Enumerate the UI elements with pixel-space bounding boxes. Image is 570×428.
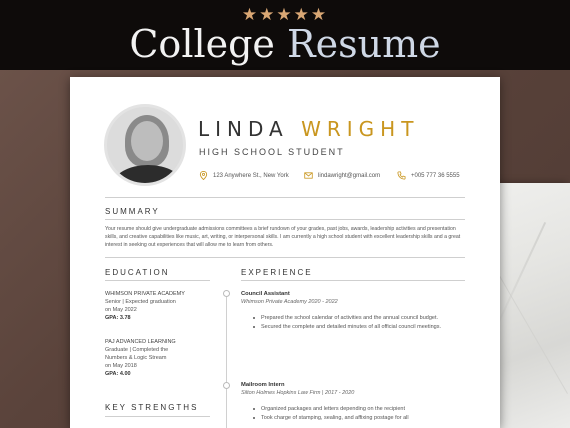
section-divider: [105, 257, 465, 258]
education-detail: Senior | Expected graduation: [105, 299, 176, 305]
envelope-icon: [304, 171, 313, 180]
banner-title-part1: College: [129, 22, 275, 66]
education-item: [105, 290, 205, 322]
job-title: Mailroom Intern: [241, 382, 285, 388]
experience-timeline: [226, 292, 227, 428]
education-detail: on May 2022: [105, 307, 137, 313]
job-bullets: [241, 405, 471, 422]
banner-title-part2: Resume: [287, 22, 441, 66]
last-name: WRIGHT: [301, 117, 420, 141]
phone-text: +005 777 36 5555: [411, 172, 460, 179]
header-divider: [105, 197, 465, 198]
education-detail: on May 2018: [105, 363, 137, 369]
profile-photo: [104, 104, 186, 186]
job-bullets: [241, 314, 471, 331]
location-pin-icon: [199, 171, 208, 180]
email-text: lindawright@gmail.com: [318, 172, 381, 179]
gpa-value: GPA: 4.00: [105, 371, 131, 377]
experience-divider: [241, 280, 465, 281]
summary-text: Your resume should give undergraduate admissions committees a brief rundown of your grades, past jobs, awards, leadership activities and presentation skills, and creative capabilities like music, art, writing, or interpersonal skills. I am currently a high school student with excellent leadership skills and a great interest in seeking out experiences that will allow me to learn from others.: [105, 226, 461, 248]
resume-page: [70, 77, 500, 428]
gpa-value: GPA: 3.78: [105, 315, 131, 321]
experience-item: [241, 381, 471, 423]
job-bullet: Organized packages and letters depending on the recipient: [261, 405, 471, 413]
key-strengths-heading: KEY STRENGTHS: [105, 403, 199, 412]
phone-icon: [397, 171, 406, 180]
education-detail: Numbers & Logic Stream: [105, 355, 167, 361]
key-strengths-divider: [105, 416, 210, 417]
banner-title: [0, 20, 570, 68]
contact-phone: [397, 171, 460, 180]
resume-name: [198, 117, 419, 141]
marble-vein: [497, 272, 568, 394]
first-name: LINDA: [198, 117, 289, 141]
school-name: PAJ ADVANCED LEARNING: [105, 339, 176, 345]
school-name: WHIMSON PRIVATE ACADEMY: [105, 291, 185, 297]
contact-email: [304, 171, 380, 180]
job-employer: Whimson Private Academy 2020 - 2022: [241, 299, 338, 305]
timeline-dot: [223, 290, 230, 297]
summary-heading: SUMMARY: [105, 207, 160, 216]
experience-item: [241, 290, 471, 332]
summary-divider: [105, 219, 465, 220]
timeline-dot: [223, 382, 230, 389]
resume-subtitle: HIGH SCHOOL STUDENT: [199, 147, 345, 157]
education-divider: [105, 280, 210, 281]
education-detail: Graduate | Completed the: [105, 347, 169, 353]
job-employer: Silton Holmes Hopkins Law Firm | 2017 - 2020: [241, 390, 355, 396]
job-title: Council Assistant: [241, 291, 290, 297]
experience-heading: EXPERIENCE: [241, 268, 313, 277]
address-text: 123 Anywhere St., New York: [213, 172, 289, 179]
job-bullet: Prepared the school calendar of activities and the annual council budget.: [261, 314, 471, 322]
photo-body: [113, 165, 183, 186]
job-bullet: Secured the complete and detailed minutes of all official council meetings.: [261, 323, 471, 331]
job-bullet: Took charge of stamping, sealing, and affixing postage for all: [261, 414, 471, 422]
photo-face: [131, 121, 163, 161]
top-banner: [0, 0, 570, 70]
contact-address: [199, 171, 289, 180]
education-heading: EDUCATION: [105, 268, 170, 277]
star-icons: ★★★★★: [241, 5, 329, 24]
education-item: [105, 338, 205, 378]
